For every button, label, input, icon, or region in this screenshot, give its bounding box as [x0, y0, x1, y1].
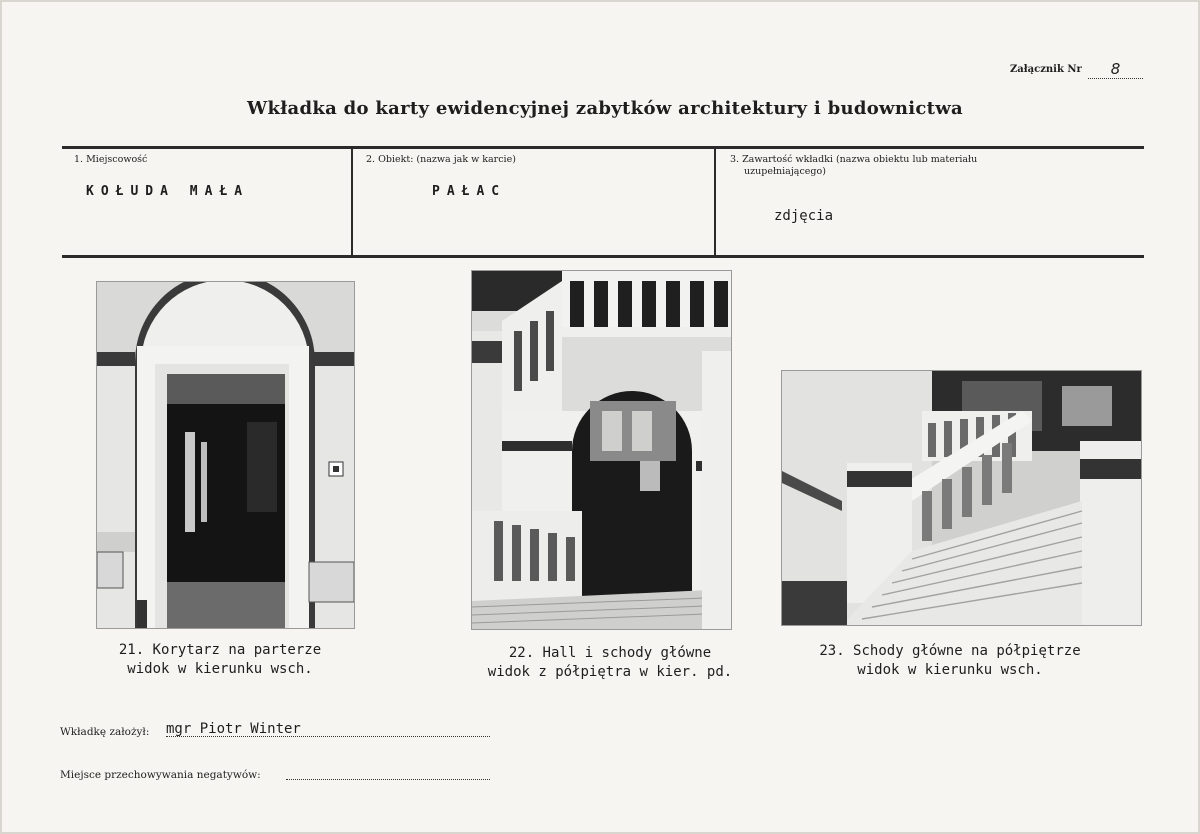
photo-21-caption-line1: 21. Korytarz na parterze [118, 642, 322, 658]
content-label-line2: uzupełniającego) [744, 166, 826, 177]
insert-author-field: mgr Piotr Winter [166, 722, 490, 737]
header-bottom-rule [62, 255, 1144, 258]
object-label: 2. Obiekt: (nazwa jak w karcie) [366, 154, 516, 165]
photo-stairs-landing [781, 370, 1142, 626]
annex-label: Załącznik Nr [1010, 64, 1082, 75]
header-divider-2 [714, 147, 716, 255]
photo-23-caption [775, 642, 1125, 680]
photo-22-caption-line1: 22. Hall i schody główne [508, 645, 712, 661]
annex-number-field [1010, 60, 1150, 84]
photo-23-caption-line1: 23. Schody główne na półpiętrze [819, 643, 1081, 659]
insert-author-label: Wkładkę założył: [60, 726, 150, 738]
content-label-line1: 3. Zawartość wkładki (nazwa obiektu lub materiału [730, 154, 978, 165]
photo-corridor [96, 281, 355, 629]
header-top-rule [62, 146, 1144, 149]
photo-22-caption-line2: widok z półpiętra w kier. pd. [487, 664, 733, 680]
content-value: zdjęcia [774, 208, 834, 224]
annex-number: 8 [1088, 60, 1143, 79]
photo-23-caption-line2: widok w kierunku wsch. [857, 662, 1043, 678]
photo-22-caption [440, 644, 780, 682]
photo-21-caption-line2: widok w kierunku wsch. [127, 661, 313, 677]
negatives-location-field [286, 765, 490, 780]
locality-label: 1. Miejscowość [74, 154, 148, 165]
photo-21-caption [70, 641, 370, 679]
negatives-location-label: Miejsce przechowywania negatywów: [60, 769, 261, 781]
header-divider-1 [351, 147, 353, 255]
photo-hall-stairs [471, 270, 732, 630]
locality-value: KOŁUDA MAŁA [86, 184, 250, 199]
object-value: PAŁAC [432, 184, 507, 199]
document-title: Wkładka do karty ewidencyjnej zabytków architektury i budownictwa [246, 98, 964, 119]
